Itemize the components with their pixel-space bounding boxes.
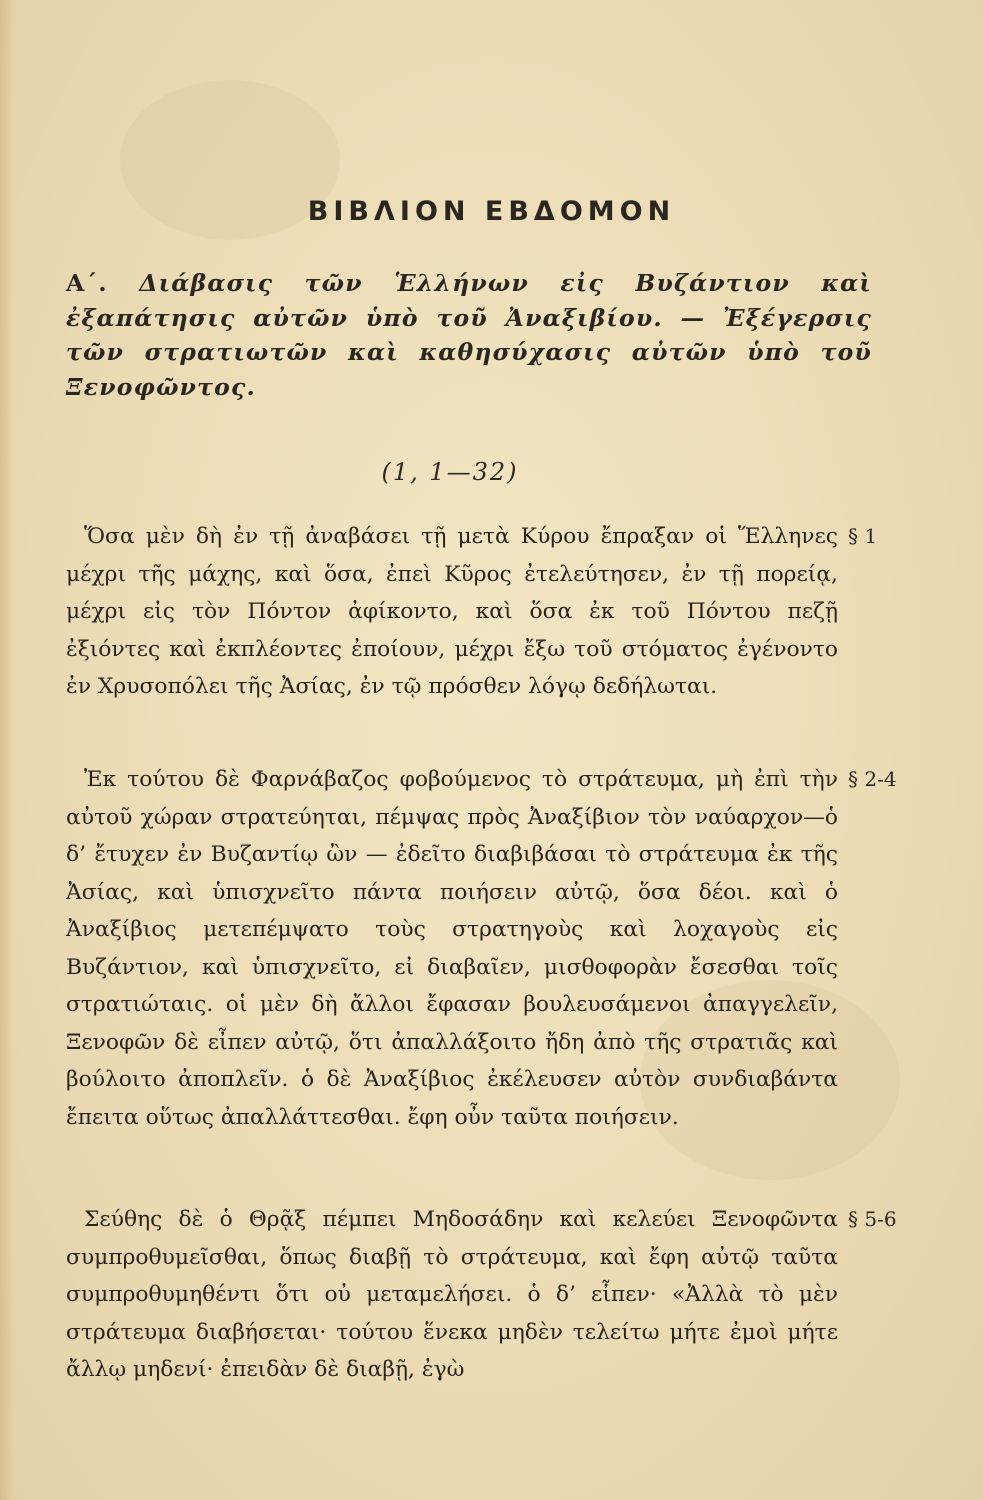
section-marker: § 5-6	[848, 1207, 897, 1231]
paragraph-text: Ὅσα μὲν δὴ ἐν τῇ ἀναβάσει τῇ μετὰ Κύρου ἔπραξαν οἱ Ἕλληνες μέχρι τῆς μάχης, καὶ ὅσα, ἐπεὶ Κῦρος ἐτελεύτησεν, ἐν τῇ πορείᾳ, μέχρι εἰς τὸν Πόντον ἀφίκοντο, καὶ ὅσα ἐκ τοῦ Πόντου πεζῇ ἐξιόντες καὶ ἐκπλέοντες ἐποίουν, μέχρι ἔξω τοῦ στόματος ἐγένοντο ἐν Χρυσοπόλει τῆς Ἀσίας, ἐν τῷ πρόσθεν λόγῳ δεδήλωται.	[66, 524, 838, 699]
paragraph	[66, 518, 838, 706]
book-title: ΒΙΒΛΙΟΝ ΕΒΔΟΜΟΝ	[307, 196, 676, 227]
section-marker: § 1	[848, 524, 878, 548]
chapter-summary	[66, 266, 872, 404]
paragraph-text: Σεύθης δὲ ὁ Θρᾷξ πέμπει Μηδοσάδην καὶ κελεύει Ξενοφῶντα συμπροθυμεῖσθαι, ὅπως διαβῇ τὸ στράτευμα, καὶ ἔφη αὐτῷ ταῦτα συμπροθυμηθέντι ὅτι οὐ μεταμελήσει. ὁ δ’ εἶπεν· «Ἀλλὰ τὸ μὲν στράτευμα διαβήσεται· τούτου ἕνεκα μηδὲν τελείτω μήτε ἐμοὶ μήτε ἄλλῳ μηδενί· ἐπειδὰν δὲ διαβῇ, ἐγὼ	[66, 1207, 838, 1382]
summary-text: Διάβασις τῶν Ἑλλήνων εἰς Βυζάντιον καὶ ἐξαπάτησις αὐτῶν ὑπὸ τοῦ Ἀναξιβίου. — Ἐξέγερσις τῶν στρατιωτῶν καὶ καθησύχασις αὐτῶν ὑπὸ τοῦ Ξενοφῶντος.	[66, 269, 872, 401]
summary-section-letter: Α΄.	[66, 269, 108, 297]
paragraph	[66, 1201, 838, 1389]
section-reference: (1, 1—32)	[381, 458, 519, 486]
paragraph	[66, 761, 838, 1136]
section-marker: § 2-4	[848, 767, 897, 791]
paragraph-text: Ἐκ τούτου δὲ Φαρνάβαζος φοβούμενος τὸ στράτευμα, μὴ ἐπὶ τὴν αὐτοῦ χώραν στρατεύηται, πέμψας πρὸς Ἀναξίβιον τὸν ναύαρχον—ὁ δ’ ἔτυχεν ἐν Βυζαντίῳ ὢν — ἐδεῖτο διαβιβάσαι τὸ στράτευμα ἐκ τῆς Ἀσίας, καὶ ὑπισχνεῖτο πάντα ποιήσειν αὐτῷ, ὅσα δέοι. καὶ ὁ Ἀναξίβιος μετεπέμψατο τοὺς στρατηγοὺς καὶ λοχαγοὺς εἰς Βυζάντιον, καὶ ὑπισχνεῖτο, εἰ διαβαῖεν, μισθοφορὰν ἔσεσθαι τοῖς στρατιώταις. οἱ μὲν δὴ ἄλλοι ἔφασαν βουλευσάμενοι ἀπαγγελεῖν, Ξενοφῶν δὲ εἶπεν αὐτῷ, ὅτι ἀπαλλάξοιτο ἤδη ἀπὸ τῆς στρατιᾶς καὶ βούλοιτο ἀποπλεῖν. ὁ δὲ Ἀναξίβιος ἐκέλευσεν αὐτὸν συνδιαβάντα ἔπειτα οὕτως ἀπαλλάττεσθαι. ἔφη οὖν ταῦτα ποιήσειν.	[66, 767, 838, 1130]
